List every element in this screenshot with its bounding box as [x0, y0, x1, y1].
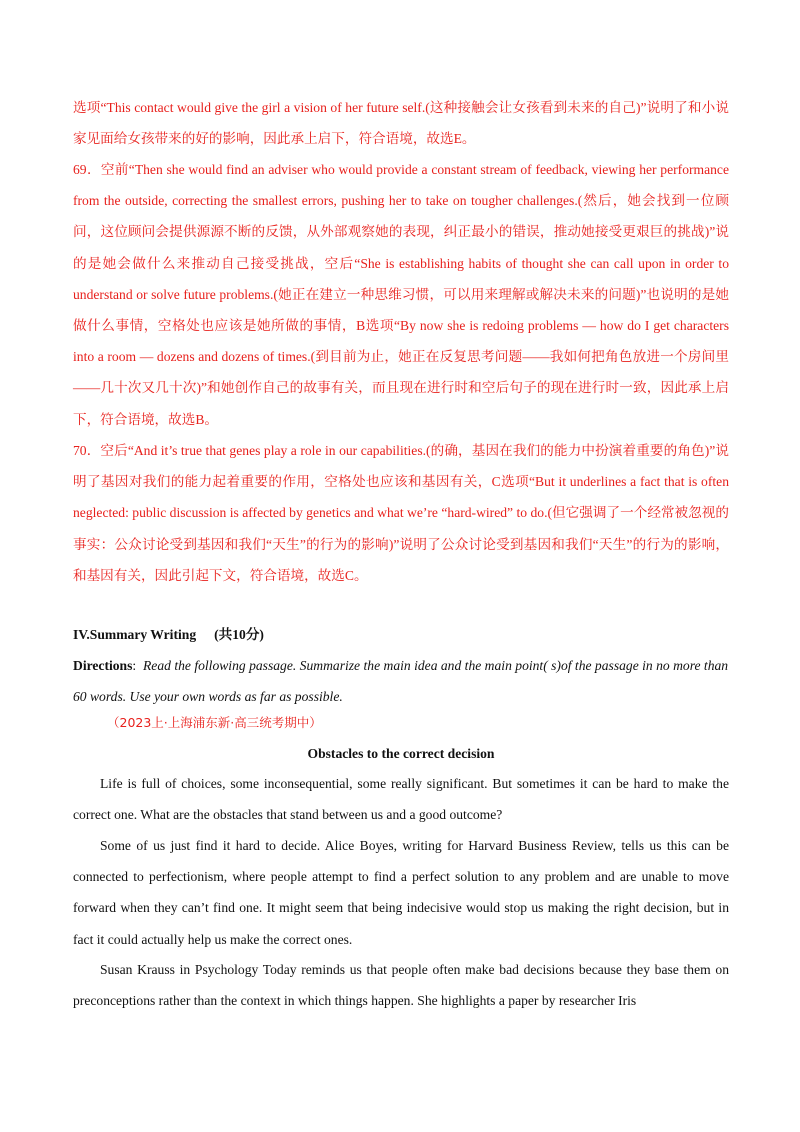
- passage-paragraph: Some of us just find it hard to decide. Alice Boyes, writing for Harvard Business Review, tells us this can be connected to perfectionism, where people attempt to find a perfect solution to any problem and are unable to move forward when they can’t find one. It might seem that being indecisive would stop us making the right decision, but in fact it could actually help us make the correct ones.: [73, 838, 729, 947]
- answer-explanation-70: 70．空后“And it’s true that genes play a role in our capabilities.(的确，基因在我们的能力中扮演着重要的角色)”说明了基因对我们的能力起着重要的作用，空格处也应该和基因有关，C选项“But it underlines a fact that is often neglected: public discussion is affected by genetics and what we’re “hard-wired” to do.(但它强调了一个经常被忽视的事实：公众讨论受到基因和我们“天生”的行为的影响)”说明了公众讨论受到基因和我们“天生”的行为的影响，和基因有关，因此引起下文，符合语境，故选C。: [73, 443, 729, 583]
- source-note: （2023上·上海浦东新·高三统考期中）: [107, 715, 322, 730]
- passage-title: Obstacles to the correct decision: [307, 746, 495, 761]
- directions-text: Read the following passage. Summarize the main idea and the main point( s)of the passage in no more than 60 words. Use your own words as far as possible.: [73, 658, 729, 705]
- answer-explanation-69: 69．空前“Then she would find an adviser who would provide a constant stream of feedback, viewing her performance from the outside, correcting the smallest errors, pushing her to take on tougher challenges.(然后，她会找到一位顾问，这位顾问会提供源源不断的反馈，从外部观察她的表现，纠正最小的错误，推动她接受更艰巨的挑战)”说的是她会做什么来推动自己接受挑战，空后“She is establishing habits of thought she can call upon in order to understand or solve future problems.(她正在建立一种思维习惯，可以用来理解或解决未来的问题)”也说明的是她做什么事情，空格处也应该是她所做的事情，B选项“By now she is redoing problems — how do I get characters into a room — dozens and dozens of times.(到目前为止，她正在反复思考问题——我如何把角色放进一个房间里——几十次又几十次)”和她创作自己的故事有关，而且现在进行时和空后句子的现在进行时一致，因此承上启下，符合语境，故选B。: [73, 162, 729, 427]
- section-points: (共10分): [214, 627, 264, 642]
- directions-label: Directions: [73, 658, 133, 673]
- passage-paragraph: Life is full of choices, some inconsequential, some really significant. But sometimes it can be hard to make the correct one. What are the obstacles that stand between us and a good outcome?: [73, 776, 729, 823]
- directions: Directions: Read the following passage. Summarize the main idea and the main point( s)of the passage in no more than 60 words. Use your own words as far as possible.: [73, 658, 729, 705]
- answer-explanation-e: 选项“This contact would give the girl a vision of her future self.(这种接触会让女孩看到未来的自己)”说明了和小说家见面给女孩带来的好的影响，因此承上启下，符合语境，故选E。: [73, 100, 729, 147]
- section-heading: [73, 624, 264, 646]
- section-title: IV.Summary Writing: [73, 627, 197, 642]
- passage-paragraph: Susan Krauss in Psychology Today reminds us that people often make bad decisions because they base them on preconceptions rather than the context in which things happen. She highlights a paper by researcher Iris: [73, 962, 729, 1009]
